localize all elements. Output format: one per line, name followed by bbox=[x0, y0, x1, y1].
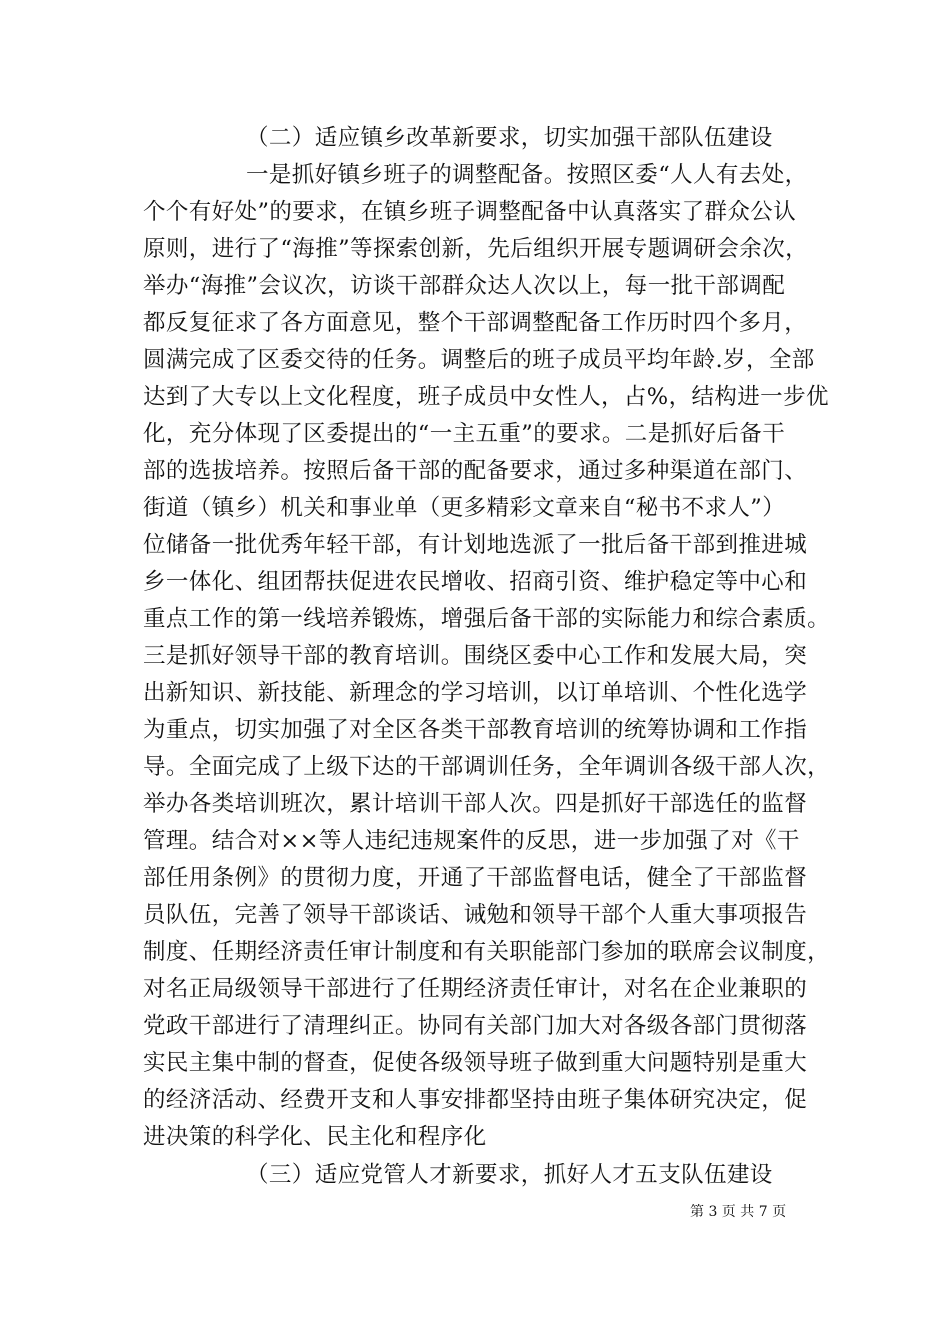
paragraph-line: 员队伍，完善了领导干部谈话、诫勉和领导干部个人重大事项报告 bbox=[143, 902, 808, 928]
paragraph-line: 制度、任期经济责任审计制度和有关职能部门参加的联席会议制度， bbox=[143, 939, 831, 965]
paragraph-line: 进决策的科学化、民主化和程序化 bbox=[143, 1124, 487, 1150]
paragraph-line: 一是抓好镇乡班子的调整配备。按照区委“人人有去处， bbox=[246, 162, 808, 188]
paragraph-line: 党政干部进行了清理纠正。协同有关部门加大对各级各部门贯彻落 bbox=[143, 1013, 808, 1039]
section-heading-3: （三）适应党管人才新要求，抓好人才五支队伍建设 bbox=[246, 1162, 773, 1188]
paragraph-line: 的经济活动、经费开支和人事安排都坚持由班子集体研究决定，促 bbox=[143, 1087, 808, 1113]
paragraph-line: 化，充分体现了区委提出的“一主五重”的要求。二是抓好后备干 bbox=[143, 421, 786, 447]
paragraph-line: 位储备一批优秀年轻干部，有计划地选派了一批后备干部到推进城 bbox=[143, 532, 808, 558]
paragraph-line: 举办各类培训班次，累计培训干部人次。四是抓好干部选任的监督 bbox=[143, 791, 808, 817]
paragraph-line: 管理。结合对××等人违纪违规案件的反思，进一步加强了对《干 bbox=[143, 828, 800, 854]
paragraph-line: 导。全面完成了上级下达的干部调训任务，全年调训各级干部人次， bbox=[143, 754, 831, 780]
page-number-footer: 第 3 页 共 7 页 bbox=[690, 1204, 787, 1220]
paragraph-line: 乡一体化、组团帮扶促进农民增收、招商引资、维护稳定等中心和 bbox=[143, 569, 808, 595]
paragraph-line: 部任用条例》的贯彻力度，开通了干部监督电话，健全了干部监督 bbox=[143, 865, 808, 891]
paragraph-line: 圆满完成了区委交待的任务。调整后的班子成员平均年龄.岁，全部 bbox=[143, 347, 815, 373]
paragraph-line: 为重点，切实加强了对全区各类干部教育培训的统筹协调和工作指 bbox=[143, 717, 808, 743]
paragraph-line: 实民主集中制的督查，促使各级领导班子做到重大问题特别是重大 bbox=[143, 1050, 808, 1076]
section-heading-2: （二）适应镇乡改革新要求，切实加强干部队伍建设 bbox=[246, 125, 773, 151]
paragraph-line: 重点工作的第一线培养锻炼，增强后备干部的实际能力和综合素质。 bbox=[143, 606, 831, 632]
paragraph-line: 都反复征求了各方面意见，整个干部调整配备工作历时四个多月， bbox=[143, 310, 808, 336]
paragraph-line: 原则，进行了“海推”等探索创新，先后组织开展专题调研会余次， bbox=[143, 236, 809, 262]
paragraph-line: 出新知识、新技能、新理念的学习培训，以订单培训、个性化选学 bbox=[143, 680, 808, 706]
paragraph-line: 对名正局级领导干部进行了任期经济责任审计，对名在企业兼职的 bbox=[143, 976, 808, 1002]
paragraph-line: 个个有好处”的要求，在镇乡班子调整配备中认真落实了群众公认 bbox=[143, 199, 797, 225]
paragraph-line: 三是抓好领导干部的教育培训。围绕区委中心工作和发展大局，突 bbox=[143, 643, 808, 669]
paragraph-line: 部的选拔培养。按照后备干部的配备要求，通过多种渠道在部门、 bbox=[143, 458, 808, 484]
paragraph-line: 街道（镇乡）机关和事业单（更多精彩文章来自“秘书不求人”） bbox=[143, 495, 786, 521]
paragraph-line: 举办“海推”会议次，访谈干部群众达人次以上，每一批干部调配 bbox=[143, 273, 786, 299]
paragraph-line: 达到了大专以上文化程度，班子成员中女性人，占%，结构进一步优 bbox=[143, 384, 829, 410]
